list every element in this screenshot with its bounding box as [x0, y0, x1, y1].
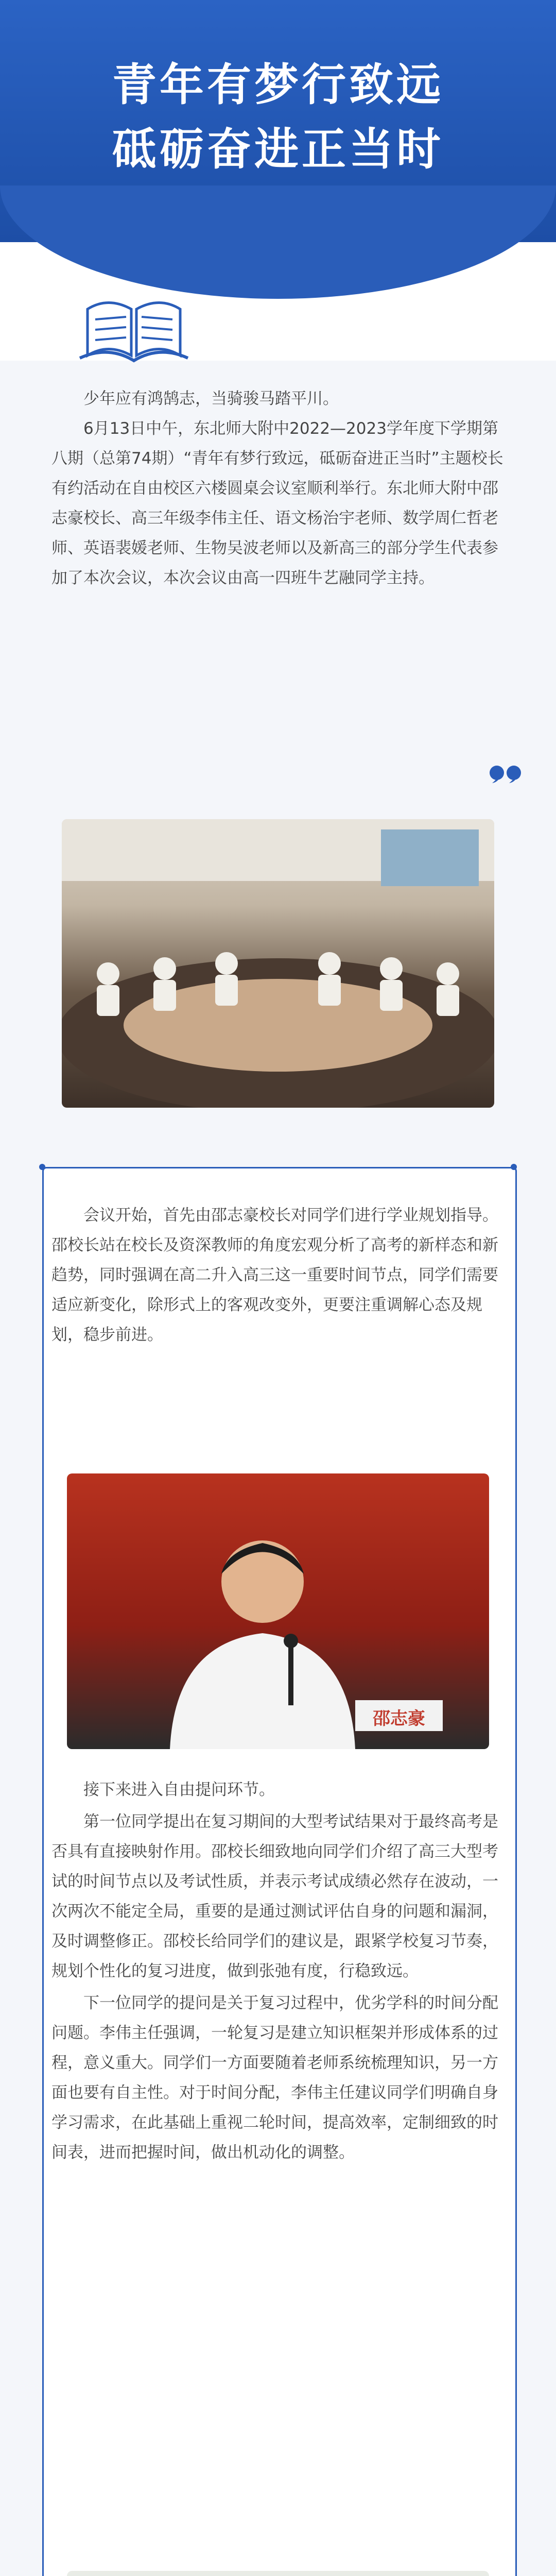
section-1-text: [51, 1200, 505, 1352]
meeting-scene-illustration: [62, 819, 494, 1108]
section-2-paragraph-1: 接下来进入自由提问环节。: [83, 1781, 275, 1799]
section-1-paragraph-1: 会议开始，首先由邵志豪校长对同学们进行学业规划指导。邵校长站在校长及资深教师的角度宏观分析了高考的新样态和新趋势，同时强调在高二升入高三这一重要时间节点，同学们需要适应新变化，除形式上的客观改变外，更要注重调解心态及规划，稳步前进。: [51, 1206, 498, 1344]
teacher-illustration: [67, 2571, 489, 2576]
intro-paragraph-1: 少年应有鸿鹄志，当骑骏马踏平川。: [83, 389, 339, 408]
panel-corner-dot: [511, 1164, 517, 1170]
meeting-room-photo: [62, 819, 494, 1108]
section-2-paragraph-2: 第一位同学提出在复习期间的大型考试结果对于最终高考是否具有直接映射作用。邵校长细致地向同学们介绍了高三大型考试的时间节点以及考试性质，并表示考试成绩必然存在波动，一次两次不能定全局，重要的是通过测试评估自身的问题和漏洞，及时调整修正。邵校长给同学们的建议是，跟紧学校复习节奏，规划个性化的复习进度，做到张弛有度，行稳致远。: [51, 1812, 498, 1980]
teacher-speaking-photo: [67, 2571, 489, 2576]
title-line-2: 砥砺奋进正当时: [112, 124, 444, 175]
open-book-icon: [77, 289, 190, 366]
intro-paragraph-2: 6月13日中午，东北师大附中2022—2023学年度下学期第八期（总第74期）“青年有梦行致远，砥砺奋进正当时”主题校长有约活动在自由校区六楼圆桌会议室顺利举行。东北师大附中邵志豪校长、高三年级李伟主任、语文杨治宇老师、数学周仁哲老师、英语裴媛老师、生物吴波老师以及新高三的部分学生代表参加了本次会议，本次会议由高一四班牛艺融同学主持。: [51, 419, 503, 587]
panel-corner-dot: [39, 1164, 45, 1170]
name-placard: 邵志豪: [373, 1708, 425, 1729]
header: [0, 0, 556, 361]
intro-text: [51, 384, 505, 593]
principal-speaking-photo: [67, 1473, 489, 1749]
section-2-text: [51, 1775, 505, 2170]
section-2-paragraph-3: 下一位同学的提问是关于复习过程中，优劣学科的时间分配问题。李伟主任强调，一轮复习是建立知识框架并形成体系的过程，意义重大。同学们一方面要随着老师系统梳理知识，另一方面也要有自主性。对于时间分配，李伟主任建议同学们明确自身学习需求，在此基础上重视二轮时间，提高效率，定制细致的时间表，进而把握时间，做出机动化的调整。: [51, 1994, 498, 2162]
title-line-1: 青年有梦行致远: [112, 59, 444, 111]
quote-icon: [489, 762, 525, 783]
